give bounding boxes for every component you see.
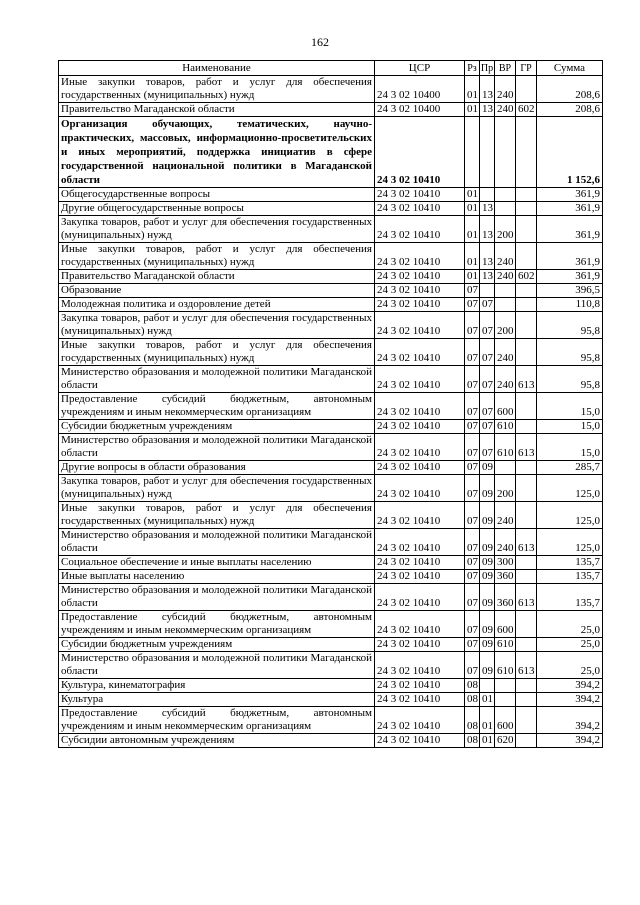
cell-rz: 07: [465, 652, 480, 679]
cell-vr: [495, 679, 516, 693]
cell-csr: 24 3 02 10410: [375, 693, 465, 707]
table-row: [59, 707, 603, 734]
cell-gr: 602: [516, 103, 537, 117]
cell-rz: 07: [465, 434, 480, 461]
cell-pr: 07: [480, 312, 495, 339]
cell-sum: 208,6: [537, 103, 603, 117]
cell-pr: 01: [480, 693, 495, 707]
cell-gr: [516, 461, 537, 475]
cell-rz: 08: [465, 734, 480, 748]
table-row: [59, 366, 603, 393]
cell-pr: 09: [480, 556, 495, 570]
cell-rz: 01: [465, 243, 480, 270]
cell-sum: 361,9: [537, 270, 603, 284]
cell-vr: 240: [495, 529, 516, 556]
cell-gr: 613: [516, 366, 537, 393]
table-header-row: [59, 61, 603, 76]
cell-pr: [480, 284, 495, 298]
cell-gr: [516, 284, 537, 298]
cell-sum: 95,8: [537, 339, 603, 366]
cell-name: Субсидии бюджетным учреждениям: [59, 420, 375, 434]
cell-sum: 25,0: [537, 652, 603, 679]
cell-vr: 240: [495, 103, 516, 117]
cell-rz: 01: [465, 202, 480, 216]
cell-rz: 01: [465, 188, 480, 202]
cell-gr: [516, 475, 537, 502]
cell-name: Иные закупки товаров, работ и услуг для обеспечения государственных (муниципальных) нужд: [59, 502, 375, 529]
cell-rz: 01: [465, 103, 480, 117]
cell-sum: 394,2: [537, 679, 603, 693]
cell-vr: [495, 284, 516, 298]
cell-csr: 24 3 02 10410: [375, 312, 465, 339]
cell-gr: [516, 638, 537, 652]
cell-pr: 01: [480, 734, 495, 748]
cell-gr: [516, 734, 537, 748]
cell-name: Другие общегосударственные вопросы: [59, 202, 375, 216]
cell-vr: [495, 202, 516, 216]
cell-gr: [516, 570, 537, 584]
cell-pr: 07: [480, 434, 495, 461]
cell-pr: 09: [480, 611, 495, 638]
cell-rz: 01: [465, 270, 480, 284]
cell-csr: 24 3 02 10410: [375, 339, 465, 366]
cell-vr: [495, 298, 516, 312]
cell-pr: 13: [480, 243, 495, 270]
cell-rz: 07: [465, 298, 480, 312]
header-sum: Сумма: [537, 61, 603, 76]
cell-sum: 135,7: [537, 570, 603, 584]
cell-vr: 600: [495, 393, 516, 420]
cell-rz: 07: [465, 638, 480, 652]
header-csr: ЦСР: [375, 61, 465, 76]
cell-gr: 613: [516, 434, 537, 461]
cell-sum: 135,7: [537, 584, 603, 611]
cell-name: Общегосударственные вопросы: [59, 188, 375, 202]
cell-gr: [516, 243, 537, 270]
cell-gr: [516, 611, 537, 638]
cell-vr: 610: [495, 420, 516, 434]
cell-gr: 613: [516, 529, 537, 556]
table-row: [59, 243, 603, 270]
cell-sum: 95,8: [537, 366, 603, 393]
cell-name: Культура, кинематография: [59, 679, 375, 693]
cell-name: Иные закупки товаров, работ и услуг для обеспечения государственных (муниципальных) нужд: [59, 243, 375, 270]
cell-name: Закупка товаров, работ и услуг для обеспечения государственных (муниципальных) нужд: [59, 216, 375, 243]
cell-sum: 361,9: [537, 202, 603, 216]
table-row: [59, 638, 603, 652]
cell-pr: 13: [480, 76, 495, 103]
table-row: [59, 420, 603, 434]
cell-rz: 07: [465, 556, 480, 570]
cell-csr: 24 3 02 10410: [375, 611, 465, 638]
cell-name: Организация обучающих, тематических, научно-практических, массовых, информационно-просветительских и иных мероприятий, поддержка инициатив в сфере государственной национальной политики в Магаданской области: [59, 117, 375, 188]
table-row: [59, 693, 603, 707]
cell-vr: 620: [495, 734, 516, 748]
cell-vr: 240: [495, 243, 516, 270]
cell-rz: 07: [465, 529, 480, 556]
cell-sum: 125,0: [537, 529, 603, 556]
cell-pr: 01: [480, 707, 495, 734]
cell-vr: [495, 188, 516, 202]
cell-sum: 1 152,6: [537, 117, 603, 188]
cell-vr: [495, 117, 516, 188]
cell-csr: 24 3 02 10410: [375, 188, 465, 202]
cell-gr: [516, 202, 537, 216]
cell-vr: 200: [495, 475, 516, 502]
cell-pr: 13: [480, 202, 495, 216]
cell-name: Социальное обеспечение и иные выплаты населению: [59, 556, 375, 570]
table-row: [59, 556, 603, 570]
cell-vr: 610: [495, 434, 516, 461]
cell-csr: 24 3 02 10410: [375, 243, 465, 270]
table-row: [59, 284, 603, 298]
cell-csr: 24 3 02 10410: [375, 679, 465, 693]
cell-csr: 24 3 02 10410: [375, 734, 465, 748]
cell-sum: 125,0: [537, 502, 603, 529]
cell-csr: 24 3 02 10410: [375, 393, 465, 420]
cell-name: Закупка товаров, работ и услуг для обеспечения государственных (муниципальных) нужд: [59, 312, 375, 339]
cell-rz: 07: [465, 284, 480, 298]
cell-rz: 08: [465, 707, 480, 734]
cell-name: Правительство Магаданской области: [59, 103, 375, 117]
cell-rz: 07: [465, 611, 480, 638]
cell-gr: [516, 693, 537, 707]
cell-pr: 09: [480, 475, 495, 502]
cell-pr: 07: [480, 366, 495, 393]
cell-gr: [516, 216, 537, 243]
cell-vr: [495, 693, 516, 707]
cell-vr: [495, 461, 516, 475]
cell-sum: 361,9: [537, 216, 603, 243]
cell-gr: [516, 339, 537, 366]
cell-rz: 01: [465, 216, 480, 243]
table-row: [59, 611, 603, 638]
cell-rz: 07: [465, 584, 480, 611]
cell-csr: 24 3 02 10410: [375, 475, 465, 502]
cell-vr: 610: [495, 638, 516, 652]
cell-rz: 07: [465, 570, 480, 584]
table-row: [59, 652, 603, 679]
cell-pr: 09: [480, 584, 495, 611]
table-row: [59, 339, 603, 366]
table-row: [59, 502, 603, 529]
cell-rz: 07: [465, 502, 480, 529]
header-name: Наименование: [59, 61, 375, 76]
table-row: [59, 188, 603, 202]
cell-name: Министерство образования и молодежной политики Магаданской области: [59, 434, 375, 461]
cell-name: Культура: [59, 693, 375, 707]
cell-csr: 24 3 02 10410: [375, 707, 465, 734]
cell-sum: 110,8: [537, 298, 603, 312]
cell-name: Субсидии бюджетным учреждениям: [59, 638, 375, 652]
cell-csr: 24 3 02 10410: [375, 461, 465, 475]
table-row: [59, 529, 603, 556]
table-row: [59, 202, 603, 216]
cell-gr: 602: [516, 270, 537, 284]
cell-csr: 24 3 02 10410: [375, 366, 465, 393]
cell-pr: 07: [480, 298, 495, 312]
table-row: [59, 734, 603, 748]
cell-csr: 24 3 02 10410: [375, 584, 465, 611]
budget-table: [58, 60, 603, 748]
cell-pr: 09: [480, 529, 495, 556]
cell-sum: 394,2: [537, 707, 603, 734]
cell-sum: 208,6: [537, 76, 603, 103]
cell-name: Правительство Магаданской области: [59, 270, 375, 284]
cell-name: Иные закупки товаров, работ и услуг для обеспечения государственных (муниципальных) нужд: [59, 76, 375, 103]
cell-name: Министерство образования и молодежной политики Магаданской области: [59, 652, 375, 679]
cell-vr: 240: [495, 76, 516, 103]
cell-gr: [516, 117, 537, 188]
cell-csr: 24 3 02 10410: [375, 638, 465, 652]
cell-pr: 09: [480, 638, 495, 652]
cell-sum: 394,2: [537, 693, 603, 707]
cell-vr: 600: [495, 707, 516, 734]
cell-vr: 600: [495, 611, 516, 638]
cell-rz: 08: [465, 679, 480, 693]
cell-name: Субсидии автономным учреждениям: [59, 734, 375, 748]
cell-csr: 24 3 02 10410: [375, 298, 465, 312]
cell-name: Министерство образования и молодежной политики Магаданской области: [59, 366, 375, 393]
cell-sum: 25,0: [537, 638, 603, 652]
cell-csr: 24 3 02 10410: [375, 529, 465, 556]
cell-pr: 07: [480, 393, 495, 420]
cell-sum: 125,0: [537, 475, 603, 502]
cell-sum: 394,2: [537, 734, 603, 748]
cell-name: Закупка товаров, работ и услуг для обеспечения государственных (муниципальных) нужд: [59, 475, 375, 502]
cell-pr: 09: [480, 461, 495, 475]
cell-csr: 24 3 02 10410: [375, 434, 465, 461]
cell-pr: [480, 117, 495, 188]
cell-name: Предоставление субсидий бюджетным, автономным учреждениям и иным некоммерческим организациям: [59, 611, 375, 638]
cell-csr: 24 3 02 10410: [375, 502, 465, 529]
table-row: [59, 312, 603, 339]
cell-gr: [516, 76, 537, 103]
cell-rz: 07: [465, 461, 480, 475]
cell-csr: 24 3 02 10410: [375, 652, 465, 679]
cell-vr: 240: [495, 366, 516, 393]
table-row: [59, 270, 603, 284]
table-row: [59, 76, 603, 103]
cell-rz: 07: [465, 339, 480, 366]
cell-rz: 07: [465, 312, 480, 339]
cell-name: Иные выплаты населению: [59, 570, 375, 584]
table-body: [59, 76, 603, 748]
cell-pr: 13: [480, 103, 495, 117]
cell-vr: 610: [495, 652, 516, 679]
cell-csr: 24 3 02 10410: [375, 556, 465, 570]
cell-pr: 07: [480, 420, 495, 434]
cell-csr: 24 3 02 10410: [375, 570, 465, 584]
header-rz: Рз: [465, 61, 480, 76]
cell-rz: 08: [465, 693, 480, 707]
cell-pr: 09: [480, 652, 495, 679]
cell-pr: 13: [480, 270, 495, 284]
cell-gr: [516, 420, 537, 434]
cell-vr: 200: [495, 312, 516, 339]
cell-pr: 09: [480, 570, 495, 584]
table-row: [59, 298, 603, 312]
table-row: [59, 216, 603, 243]
header-pr: Пр: [480, 62, 494, 74]
table-row: [59, 393, 603, 420]
cell-gr: [516, 556, 537, 570]
cell-rz: 07: [465, 366, 480, 393]
cell-sum: 361,9: [537, 243, 603, 270]
cell-name: Предоставление субсидий бюджетным, автономным учреждениям и иным некоммерческим организациям: [59, 707, 375, 734]
cell-rz: 01: [465, 76, 480, 103]
cell-name: Молодежная политика и оздоровление детей: [59, 298, 375, 312]
cell-gr: [516, 298, 537, 312]
cell-vr: 240: [495, 270, 516, 284]
cell-pr: [480, 188, 495, 202]
cell-sum: 135,7: [537, 556, 603, 570]
cell-name: Министерство образования и молодежной политики Магаданской области: [59, 529, 375, 556]
table-row: [59, 103, 603, 117]
cell-pr: 07: [480, 339, 495, 366]
cell-name: Другие вопросы в области образования: [59, 461, 375, 475]
cell-sum: 15,0: [537, 420, 603, 434]
cell-sum: 15,0: [537, 393, 603, 420]
cell-gr: [516, 393, 537, 420]
cell-gr: [516, 312, 537, 339]
cell-csr: 24 3 02 10410: [375, 117, 465, 188]
cell-name: Предоставление субсидий бюджетным, автономным учреждениям и иным некоммерческим организациям: [59, 393, 375, 420]
cell-gr: [516, 707, 537, 734]
cell-sum: 25,0: [537, 611, 603, 638]
cell-sum: 15,0: [537, 434, 603, 461]
table-row: [59, 434, 603, 461]
cell-sum: 285,7: [537, 461, 603, 475]
cell-gr: [516, 502, 537, 529]
cell-csr: 24 3 02 10410: [375, 420, 465, 434]
table-row: [59, 117, 603, 188]
cell-pr: 13: [480, 216, 495, 243]
cell-csr: 24 3 02 10410: [375, 216, 465, 243]
cell-gr: 613: [516, 652, 537, 679]
cell-rz: 07: [465, 393, 480, 420]
cell-csr: 24 3 02 10400: [375, 103, 465, 117]
cell-vr: 200: [495, 216, 516, 243]
header-gr: ГР: [516, 61, 537, 76]
cell-vr: 300: [495, 556, 516, 570]
cell-vr: 240: [495, 339, 516, 366]
cell-vr: 240: [495, 502, 516, 529]
page-number: 162: [311, 35, 329, 49]
cell-rz: 07: [465, 420, 480, 434]
table-row: [59, 461, 603, 475]
cell-sum: 95,8: [537, 312, 603, 339]
table-row: [59, 679, 603, 693]
cell-csr: 24 3 02 10410: [375, 270, 465, 284]
cell-csr: 24 3 02 10410: [375, 284, 465, 298]
table-row: [59, 570, 603, 584]
cell-csr: 24 3 02 10410: [375, 202, 465, 216]
cell-rz: [465, 117, 480, 188]
header-vr: ВР: [495, 61, 516, 76]
cell-rz: 07: [465, 475, 480, 502]
table-row: [59, 584, 603, 611]
cell-name: Иные закупки товаров, работ и услуг для обеспечения государственных (муниципальных) нужд: [59, 339, 375, 366]
cell-gr: 613: [516, 584, 537, 611]
cell-sum: 361,9: [537, 188, 603, 202]
cell-sum: 396,5: [537, 284, 603, 298]
cell-gr: [516, 679, 537, 693]
cell-csr: 24 3 02 10400: [375, 76, 465, 103]
cell-name: Министерство образования и молодежной политики Магаданской области: [59, 584, 375, 611]
table-row: [59, 475, 603, 502]
cell-pr: 09: [480, 502, 495, 529]
cell-vr: 360: [495, 570, 516, 584]
cell-pr: [480, 679, 495, 693]
cell-gr: [516, 188, 537, 202]
cell-vr: 360: [495, 584, 516, 611]
cell-name: Образование: [59, 284, 375, 298]
